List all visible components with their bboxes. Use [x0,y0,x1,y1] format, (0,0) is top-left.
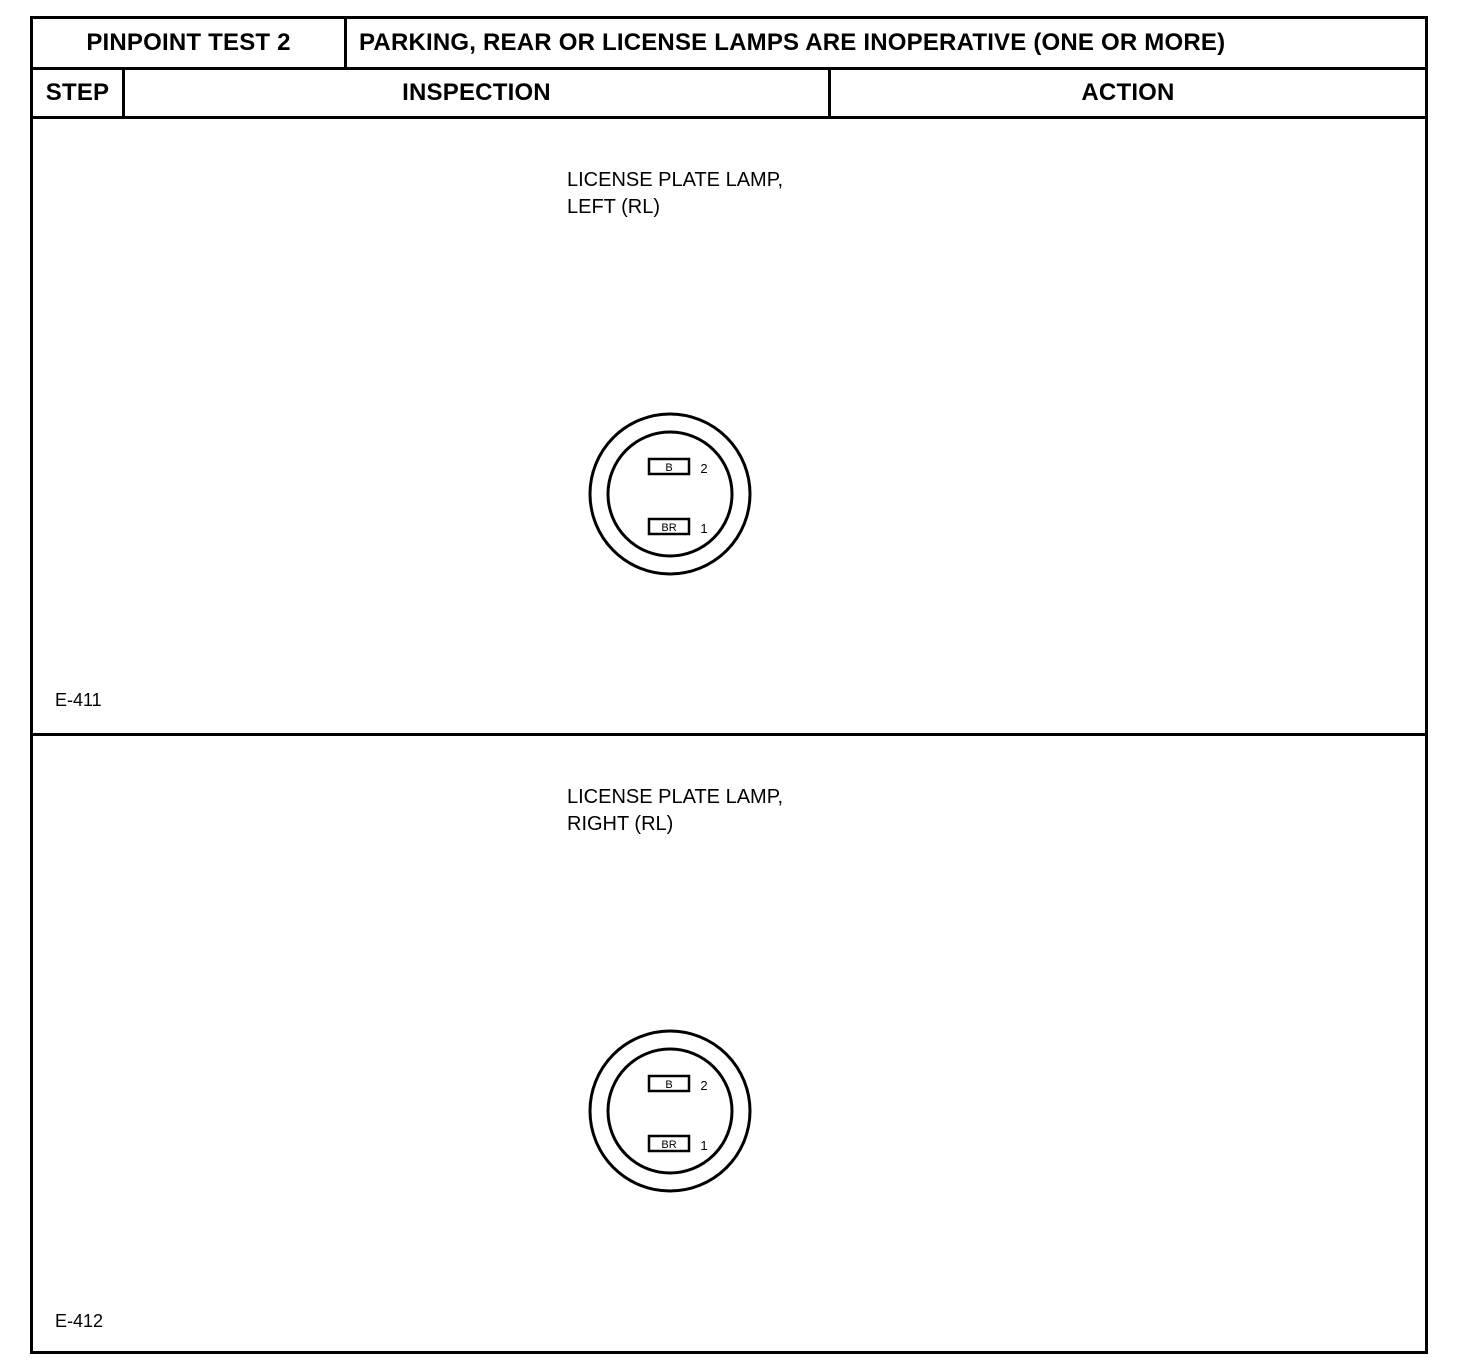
connector-inner-ring [608,432,732,556]
test-label: PINPOINT TEST 2 [33,19,347,67]
step-column-header: STEP [33,70,125,116]
figure-code: E-411 [55,690,102,710]
wire-color-label: BR [661,1139,677,1151]
terminal-pin-2 [649,1076,708,1093]
figure-code: E-412 [55,1311,104,1331]
caption-line-1: LICENSE PLATE LAMP, [567,786,784,808]
test-description: PARKING, REAR OR LICENSE LAMPS ARE INOPERATIVE (ONE OR MORE) [359,29,1226,56]
connector-face-diagram [587,411,753,577]
connector-outer-ring [590,1031,750,1191]
connector-inner-ring [608,1049,732,1173]
title-row [33,19,1425,70]
connector-panel-left [33,119,1425,736]
connector-caption [567,784,783,838]
pin-number-label: 1 [700,521,708,536]
caption-line-2: RIGHT (RL) [567,813,674,835]
connector-face-diagram [587,1028,753,1194]
column-header-row [33,70,1425,119]
inspection-column-header: INSPECTION [125,70,831,116]
pin-number-label: 2 [700,1078,708,1093]
pin-number-label: 2 [700,461,708,476]
terminal-pin-1 [649,519,708,536]
connector-caption [567,167,783,221]
wire-color-label: B [665,462,673,474]
caption-line-2: LEFT (RL) [567,196,660,218]
connector-outer-ring [590,414,750,574]
connector-panel-right [33,736,1425,1354]
caption-line-1: LICENSE PLATE LAMP, [567,169,784,191]
action-column-header: ACTION [1081,79,1175,106]
pin-number-label: 1 [700,1138,708,1153]
wire-color-label: B [665,1079,673,1091]
terminal-pin-2 [649,459,708,476]
pinpoint-test-table [30,16,1428,1354]
terminal-pin-1 [649,1136,708,1153]
wire-color-label: BR [661,522,677,534]
